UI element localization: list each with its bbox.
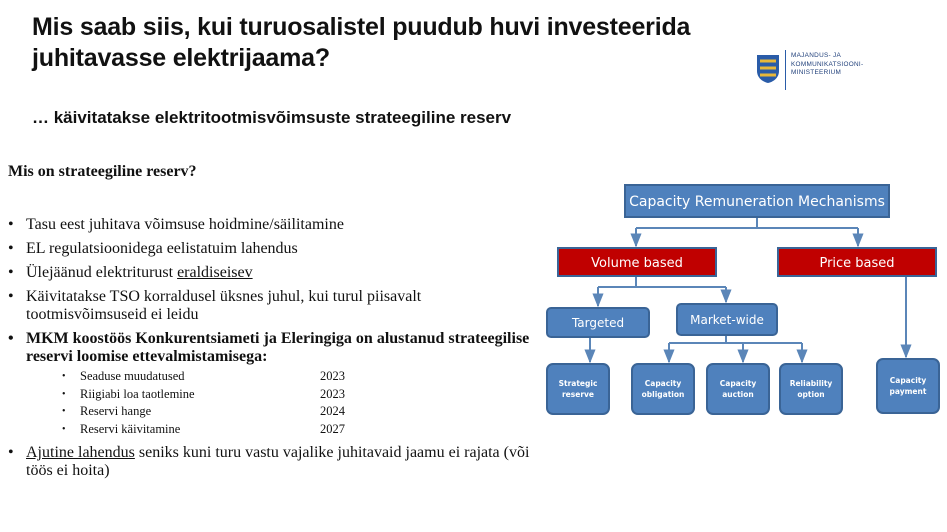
timeline-item — [26, 403, 538, 421]
timeline-year: 2027 — [320, 421, 345, 436]
capacity-auction-line2: auction — [722, 390, 754, 399]
bullet-text: Tasu eest juhitava võimsuse hoidmine/säilitamine — [26, 216, 344, 233]
bullet-text: MKM koostöös Konkurentsiameti ja Eleringiga on alustanud strateegilise reservi loomise ettevalmistamisega: — [26, 330, 530, 365]
capacity-obligation-node — [632, 364, 694, 414]
bullet-text: Käivitatakse TSO korraldusel üksnes juhul, kui turul piisavalt tootmisvõimsuseid ei leidu — [26, 288, 422, 323]
timeline-year: 2023 — [320, 369, 345, 383]
market-wide-node — [677, 304, 777, 335]
logo-line-3: MINISTEERIUM — [791, 69, 842, 77]
bullet-item — [8, 240, 538, 258]
coat-of-arms-icon — [756, 54, 780, 84]
strategic-reserve-node — [547, 364, 609, 414]
volume-based-label: Volume based — [591, 256, 683, 271]
reliability-option-line2: option — [797, 390, 825, 399]
targeted-node — [547, 308, 649, 337]
market-wide-label: Market-wide — [690, 313, 764, 327]
slide-subtitle: … käivitatakse elektritootmisvõimsuste strateegiline reserv — [32, 108, 512, 127]
strategic-reserve-line2: reserve — [561, 390, 595, 399]
strategic-reserve-line1: Strategic — [558, 379, 598, 388]
timeline-year: 2023 — [320, 386, 345, 401]
price-based-node — [778, 248, 936, 276]
capacity-obligation-line1: Capacity — [644, 379, 682, 388]
crm-root-node — [625, 185, 889, 217]
logo-line-1: MAJANDUS- JA — [791, 52, 842, 59]
crm-diagram — [540, 180, 945, 420]
ministry-logo — [756, 50, 886, 92]
price-based-label: Price based — [819, 256, 895, 271]
bullet-text: Ülejäänud elektriturust — [26, 264, 178, 281]
timeline-label: Reservi hange — [80, 404, 152, 418]
timeline-list — [26, 368, 538, 438]
timeline-year: 2024 — [320, 404, 345, 418]
bullet-item — [8, 216, 538, 234]
bullet-text: EL regulatsioonidega eelistatuim lahendus — [26, 240, 298, 257]
timeline-item — [26, 368, 538, 386]
capacity-obligation-line2: obligation — [641, 390, 685, 399]
timeline-label: Riigiabi loa taotlemine — [80, 386, 195, 401]
section-question: Mis on strateegiline reserv? — [8, 163, 197, 180]
logo-divider — [785, 50, 786, 90]
bullet-item — [8, 288, 538, 324]
timeline-label: Seaduse muudatused — [80, 369, 185, 383]
bullet-item — [8, 444, 538, 480]
timeline-item — [26, 386, 538, 404]
crm-root-label: Capacity Remuneration Mechanisms — [629, 194, 885, 210]
capacity-auction-line1: Capacity — [719, 379, 757, 388]
targeted-label: Targeted — [571, 316, 625, 330]
bullet-text: seniks kuni turu vastu vajalike juhitavaid jaamu ei rajata (või töös ei hoita) — [26, 444, 530, 479]
capacity-auction-node — [707, 364, 769, 414]
bullet-list — [8, 216, 538, 480]
capacity-payment-line2: payment — [889, 387, 927, 396]
timeline-item — [26, 421, 538, 439]
capacity-payment-line1: Capacity — [889, 376, 927, 385]
reliability-option-node — [780, 364, 842, 414]
slide-title: Mis saab siis, kui turuosalistel puudub huvi investeerida juhitavasse elektrijaama? — [32, 13, 691, 72]
bullet-item — [8, 330, 538, 438]
capacity-payment-node — [877, 359, 939, 413]
bullet-underlined-text: eraldiseisev — [177, 264, 253, 281]
volume-based-node — [558, 248, 716, 276]
diagram-connectors — [590, 217, 906, 362]
logo-text — [791, 52, 891, 78]
timeline-label: Reservi käivitamine — [80, 421, 181, 436]
reliability-option-line1: Reliability — [789, 379, 833, 388]
logo-line-2: KOMMUNIKATSIOONI- — [791, 60, 864, 68]
bullet-item — [8, 264, 538, 282]
bullet-underlined-text: Ajutine lahendus — [26, 444, 135, 461]
